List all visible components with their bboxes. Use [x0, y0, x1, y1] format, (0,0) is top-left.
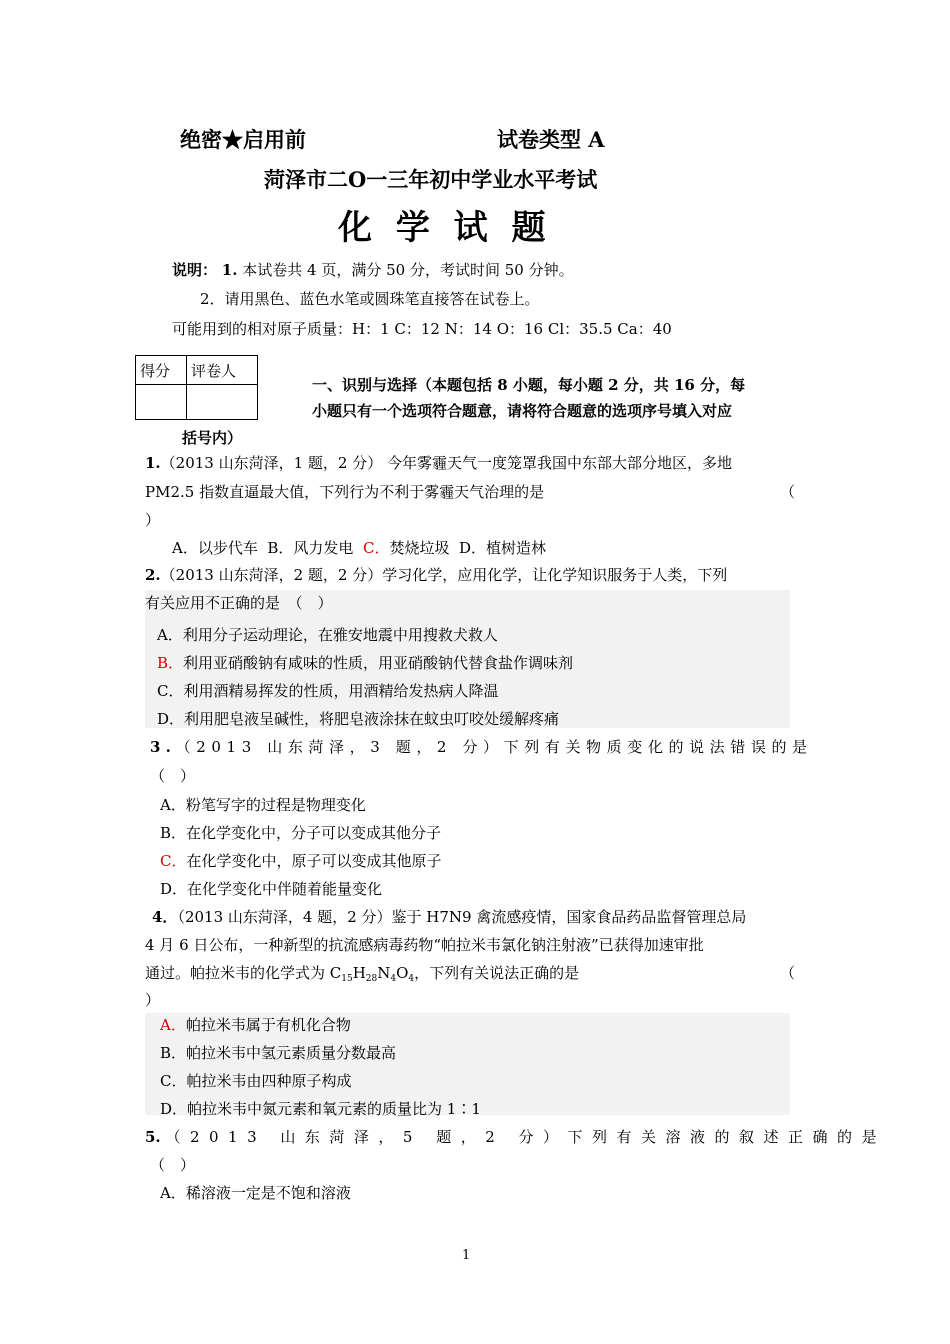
paper-type: 试卷类型 A [497, 127, 605, 152]
section1-line1: 一、识别与选择（本题包括 8 小题，每小题 2 分，共 16 分，每 [312, 376, 746, 394]
score-header: 得分 [136, 356, 187, 385]
q4-option-a [160, 1014, 351, 1035]
q4-stem-line2: 4 月 6 日公布，一种新型的抗流感病毒药物“帕拉米韦氯化钠注射液”已获得加速审批 [145, 936, 704, 954]
q2-option-c: C．利用酒精易挥发的性质，用酒精给发热病人降温 [157, 682, 499, 700]
q4-option-a-letter: A． [160, 1016, 186, 1034]
section1-line3: 括号内） [182, 429, 243, 447]
q4-sub-4b: 4 [408, 974, 415, 984]
q4-option-d: D．帕拉米韦中氮元素和氧元素的质量比为 1∶1 [160, 1100, 481, 1118]
q3-option-c [160, 850, 442, 871]
section1-line2: 小题只有一个选项符合题意，请将符合题意的选项序号填入对应 [312, 402, 733, 420]
q4-formula-prefix: 通过。帕拉米韦的化学式为 C [145, 964, 342, 982]
q4-sub-28: 28 [365, 974, 378, 984]
q1-bracket-open: （ [780, 483, 796, 501]
q2-number: 2. [145, 566, 161, 584]
q2-option-d: D．利用肥皂液呈碱性，将肥皂液涂抹在蚊虫叮咬处缓解疼痛 [157, 710, 560, 728]
q5-number: 5. [145, 1128, 161, 1146]
q4-line1 [152, 906, 746, 927]
q3-stem-line1: （2013 山东菏泽，3 题，2 分）下列有关物质变化的说法错误的是 [175, 738, 813, 756]
q3-stem-line2: （ ） [150, 767, 196, 785]
q1-option-c-text: 焚烧垃圾 [389, 539, 450, 557]
q4-bracket-close: ） [145, 991, 161, 1009]
q1-number: 1. [145, 454, 161, 472]
exam-title: 菏泽市二O一三年初中学业水平考试 [264, 167, 598, 192]
secret-label: 绝密★启用前 [180, 127, 306, 152]
q2-option-b [157, 652, 573, 673]
q2-option-b-text: 利用亚硝酸钠有咸味的性质，用亚硝酸钠代替食盐作调味剂 [183, 654, 574, 672]
score-cell [136, 385, 187, 420]
q3-option-a: A．粉笔写字的过程是物理变化 [160, 796, 366, 814]
q3-option-c-letter: C． [160, 852, 187, 870]
q4-formula-h: H [352, 964, 366, 982]
q2-option-a: A．利用分子运动理论，在雅安地震中用搜救犬救人 [157, 626, 498, 644]
q3-line1 [150, 736, 813, 757]
q5-stem-line1: （2013 山东菏泽，5 题，2 分）下列有关溶液的叙述正确的是 [165, 1128, 887, 1146]
q1-stem-line1: （2013 山东菏泽，1 题，2 分） 今年雾霾天气一度笼罩我国中东部大部分地区，多地 [160, 454, 733, 472]
q5-stem-line2: （ ） [150, 1156, 196, 1174]
page-number: 1 [462, 1248, 471, 1263]
q1-line1 [145, 452, 732, 473]
q4-stem-line3 [145, 962, 579, 984]
q3-number: 3 . [150, 738, 171, 756]
q4-formula-n: N [377, 964, 391, 982]
q4-formula-o: O [396, 964, 409, 982]
q1-option-d: D．植树造林 [459, 539, 547, 557]
q1-option-c-letter: C． [362, 539, 390, 557]
q3-option-b: B．在化学变化中，分子可以变成其他分子 [160, 824, 442, 842]
q4-sub-15: 15 [341, 974, 353, 984]
q1-stem-line2: PM2.5 指数直逼最大值，下列行为不利于雾霾天气治理的是 [145, 483, 545, 501]
q2-line1 [145, 564, 727, 585]
q2-option-b-letter: B． [157, 654, 184, 672]
atomic-masses: 可能用到的相对原子质量：H：1 C：12 N：14 O：16 Cl：35.5 Ca：40 [172, 320, 672, 338]
grader-cell [187, 385, 258, 420]
instructions-line2: 2．请用黑色、蓝色水笔或圆珠笔直接答在试卷上。 [200, 290, 540, 308]
score-table [135, 355, 258, 420]
instructions-line1-num: 1. [221, 261, 238, 279]
q2-stem-line1: （2013 山东菏泽，2 题，2 分）学习化学，应用化学，让化学知识服务于人类，下列 [160, 566, 728, 584]
instructions-line1 [172, 259, 574, 280]
q4-number: 4． [152, 908, 178, 926]
q3-option-d: D．在化学变化中伴随着能量变化 [160, 880, 383, 898]
instructions-label: 说明： [172, 261, 218, 279]
q4-option-b: B．帕拉米韦中氢元素质量分数最高 [160, 1044, 397, 1062]
q1-bracket-close: ） [145, 511, 161, 529]
subject-title: 化 学 试 题 [338, 208, 552, 248]
q4-sub-4a: 4 [390, 974, 397, 984]
q1-option-b: B．风力发电 [267, 539, 354, 557]
q5-option-a: A．稀溶液一定是不饱和溶液 [160, 1184, 351, 1202]
q4-option-a-text: 帕拉米韦属于有机化合物 [185, 1016, 351, 1034]
q1-options [172, 537, 546, 558]
q2-stem-line2: 有关应用不正确的是 （ ） [145, 594, 333, 612]
q5-line1 [145, 1126, 886, 1147]
q4-stem-line1: （2013 山东菏泽，4 题，2 分）鉴于 H7N9 禽流感疫情，国家食品药品监督管理总局 [177, 908, 747, 926]
q3-option-c-text: 在化学变化中，原子可以变成其他原子 [186, 852, 442, 870]
q4-bracket-open: （ [780, 964, 796, 982]
q4-option-c: C．帕拉米韦由四种原子构成 [160, 1072, 352, 1090]
instructions-line1-text: 本试卷共 4 页，满分 50 分，考试时间 50 分钟。 [242, 261, 574, 279]
q1-option-a: A．以步代车 [172, 539, 258, 557]
grader-header: 评卷人 [187, 356, 258, 385]
q4-formula-suffix: ，下列有关说法正确的是 [414, 964, 580, 982]
